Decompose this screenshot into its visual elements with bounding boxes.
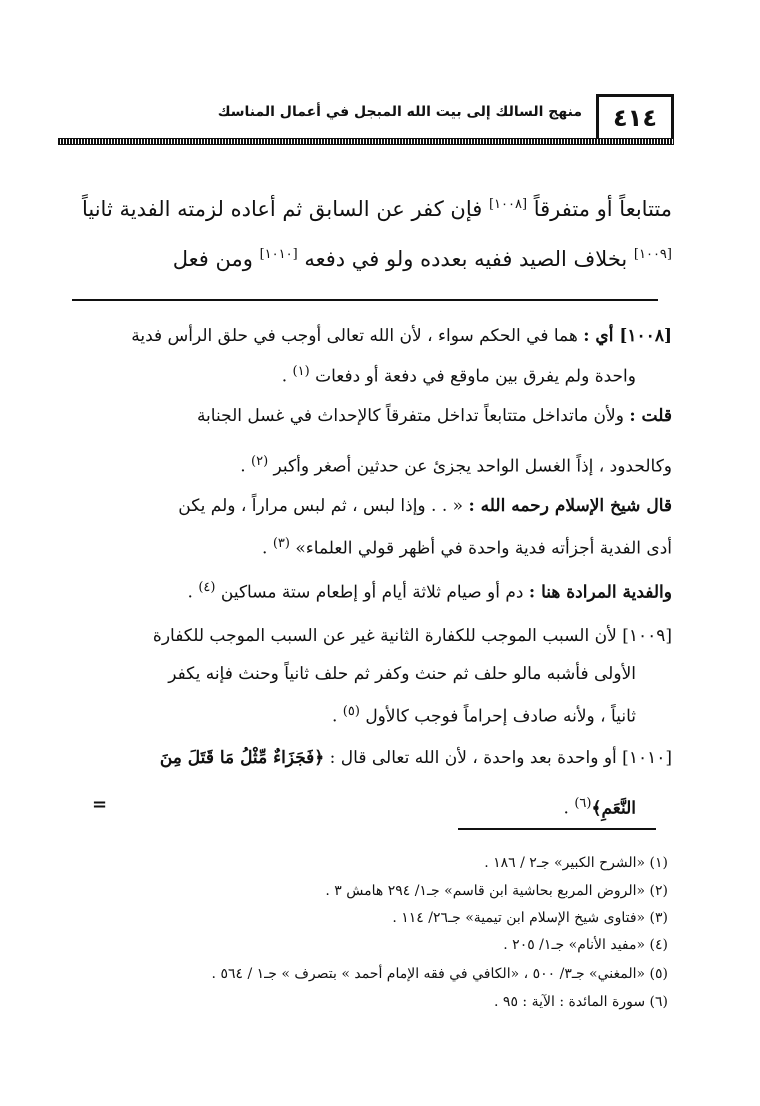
note-reference-1010[interactable]: [١٠١٠]: [259, 247, 298, 262]
source-1: (١) «الشرح الكبير» جـ٢ / ١٨٦ .: [484, 855, 668, 871]
running-title: منهج السالك إلى بيت الله المبجل في أعمال المناسك: [217, 104, 582, 120]
note-text: [١٠١٠] أو واحدة بعد واحدة ، لأن الله تعالى قال :: [329, 748, 672, 768]
qult-lead: قلت :: [629, 406, 672, 426]
source-5: (٥) «المغني» جـ٣/ ٥٠٠ ، «الكافي في فقه الإمام أحمد » بتصرف » جـ١ / ٥٦٤ .: [211, 966, 668, 982]
note-text: « . . وإذا لبس ، ثم لبس مراراً ، ولم يكن: [178, 496, 464, 516]
shaykh-lead: قال شيخ الإسلام رحمه الله :: [468, 496, 672, 516]
note-text: [١٠٠٩] لأن السبب الموجب للكفارة الثانية غير عن السبب الموجب للكفارة: [152, 626, 672, 646]
note-text: ثانياً ، ولأنه صادف إحراماً فوجب كالأول: [365, 706, 636, 727]
header-rule: [58, 138, 674, 145]
note-reference-1008[interactable]: [١٠٠٨]: [488, 197, 528, 212]
fidya-line: والفدية المرادة هنا : دم أو صيام ثلاثة أيام أو إطعام ستة مساكين $^{(٤)}$ .: [187, 580, 672, 603]
note-text: ولأن ماتداخل متتابعاً تداخل متفرقاً كالإحداث في غسل الجنابة: [196, 406, 624, 426]
note-text: وكالحدود ، إذاً الغسل الواحد يجزئ عن حدثين أصغر وأكبر: [273, 456, 672, 477]
note-reference-1009[interactable]: [١٠٠٩]: [633, 247, 672, 262]
note-1010-line-1: [60, 744, 672, 772]
page-header: [58, 94, 674, 146]
source-reference-1[interactable]: (١): [292, 364, 310, 379]
source-reference-5[interactable]: (٥): [342, 704, 360, 719]
source-3: (٣) «فتاوى شيخ الإسلام ابن تيمية» جـ٢٦/ ١١٤ .: [392, 910, 668, 926]
main-text-line-1: [70, 190, 672, 224]
main-text-segment: فإن كفر عن السابق ثم أعاده لزمته الفدية ثانياً: [81, 197, 483, 221]
note-text: واحدة ولم يفرق بين ماوقع في دفعة أو دفعات: [315, 366, 636, 387]
main-text-segment: متتابعاً أو متفرقاً: [533, 197, 672, 221]
fidya-lead: والفدية المرادة هنا :: [528, 582, 672, 603]
note-1010-line-2: النَّعَمِ﴾$^{(٦)}$ .: [563, 796, 636, 819]
source-reference-2[interactable]: (٢): [251, 454, 269, 469]
source-reference-4[interactable]: (٤): [198, 580, 216, 595]
quran-quote: النَّعَمِ﴾: [591, 798, 636, 819]
continuation-mark: =: [92, 794, 108, 815]
note-text: هما في الحكم سواء ، لأن الله تعالى أوجب في حلق الرأس فدية: [131, 326, 578, 346]
source-4: (٤) «مفيد الأنام» جـ١/ ٢٠٥ .: [503, 937, 668, 953]
source-reference-3[interactable]: (٣): [272, 536, 290, 551]
shaykh-line-1: [60, 492, 672, 520]
page-number: ٤١٤: [596, 94, 674, 138]
qult-line-1: [60, 402, 672, 430]
note-text: الأولى فأشبه مالو حلف ثم حنث وكفر ثم حلف ثانياً وحنث فإنه يكفر: [168, 664, 636, 684]
note-1008-line-2: واحدة ولم يفرق بين ماوقع في دفعة أو دفعات $^{(١)}$ .: [281, 364, 636, 387]
source-reference-6[interactable]: (٦): [574, 796, 592, 811]
note-1008-line-1: [60, 322, 672, 350]
note-1009-line-2: [60, 660, 672, 688]
source-2: (٢) «الروض المربع بحاشية ابن قاسم» جـ١/ ٢٩٤ هامش ٣ .: [325, 883, 668, 899]
source-6: (٦) سورة المائدة : الآية : ٩٥ .: [494, 994, 668, 1010]
note-1008-lead: [١٠٠٨] أي :: [583, 326, 672, 346]
note-1009-line-1: [60, 622, 672, 650]
main-text-line-2: [70, 240, 672, 274]
main-text-segment: ومن فعل: [172, 247, 253, 271]
quran-quote: ﴿فَجَزَاءٌ مِّثْلُ مَا قَتَلَ مِنَ: [159, 748, 325, 768]
main-text-divider: [72, 299, 658, 301]
footnote-divider: [458, 828, 656, 830]
qult-line-2: وكالحدود ، إذاً الغسل الواحد يجزئ عن حدثين أصغر وأكبر $^{(٢)}$ .: [240, 454, 672, 477]
note-text: دم أو صيام ثلاثة أيام أو إطعام ستة مساكين: [220, 582, 524, 603]
note-1009-line-3: ثانياً ، ولأنه صادف إحراماً فوجب كالأول $^{(٥)}$ .: [331, 704, 636, 727]
shaykh-line-2: أدى الفدية أجزأته فدية واحدة في أظهر قولي العلماء» $^{(٣)}$ .: [262, 536, 672, 559]
main-text-segment: بخلاف الصيد ففيه بعدده ولو في دفعه: [304, 247, 628, 271]
note-text: أدى الفدية أجزأته فدية واحدة في أظهر قولي العلماء»: [295, 538, 672, 559]
